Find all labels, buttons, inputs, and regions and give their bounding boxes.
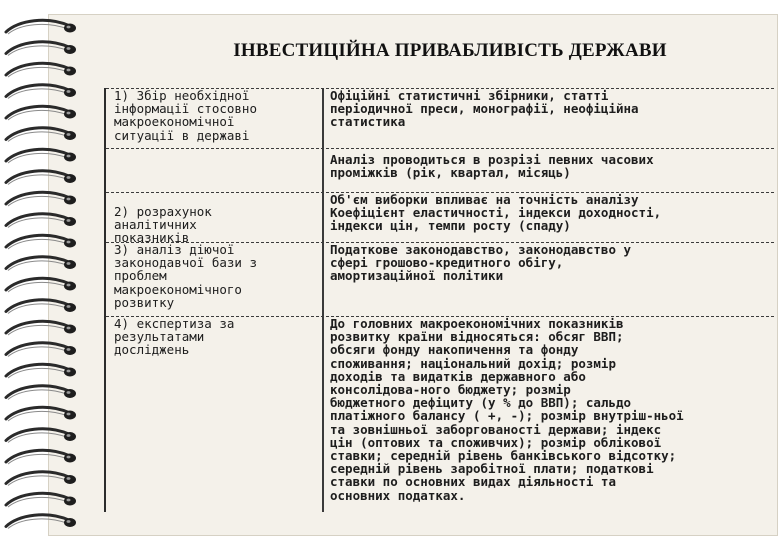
spiral-ring [6,171,76,185]
spiral-binding [0,0,90,540]
spiral-ring [6,278,76,292]
spiral-ring [6,257,76,271]
page-title: ІНВЕСТИЦІЙНА ПРИВАБЛИВІСТЬ ДЕРЖАВИ [233,40,667,61]
spiral-ring [6,321,76,335]
spiral-ring [6,20,76,34]
step-cell: 2) розрахунок аналітичних показників [114,204,212,246]
spiral-ring [6,472,76,486]
step-cell: 1) Збір необхідної інформації стосовно макроекономічної ситуації в державі [114,88,257,143]
description-cell: Об'єм виборки впливає на точність аналізу Коефіцієнт еластичності, індекси доходності, індекси цін, темпи росту (спаду) [330,192,662,234]
description-cell: До головних макроекономічних показників розвитку країни відносяться: обсяг ВВП; обсяги фонду накопичення та фонду споживання; національний дохід; розмір доходів та видатків державного або консолідова-ного бюджету; розмір бюджетного дефіциту (у % до ВВП); сальдо платіжного балансу ( +, -); розмір внутріш-ньої та зовнішньої заборгованості держави; індекс цін (оптових та споживчих); розмір облікової ставки; середній рівень банківського відсотку; середній рівень заробітної плати; податкові ставки по основних видах діяльності та основних податках. [330,316,684,503]
table-row [106,148,774,195]
table-row [106,242,774,315]
spiral-ring [6,343,76,357]
spiral-ring [6,42,76,56]
spiral-ring [6,386,76,400]
spiral-ring [6,214,76,228]
spiral-ring [6,450,76,464]
spiral-ring [6,63,76,77]
process-table [104,88,774,512]
spiral-ring [6,364,76,378]
spiral-ring [6,128,76,142]
description-cell: Податкове законодавство, законодавство у сфері грошово-кредитного обігу, амортизаційної політики [330,242,632,284]
spiral-ring [6,429,76,443]
spiral-ring [6,407,76,421]
table-row [106,88,774,149]
spiral-ring [6,192,76,206]
spiral-ring [6,235,76,249]
spiral-ring [6,106,76,120]
spiral-ring [6,300,76,314]
table-row [106,316,774,513]
spiral-ring [6,493,76,507]
spiral-ring [6,85,76,99]
spiral-ring [6,515,76,529]
table-row [106,192,774,246]
step-cell: 3) аналіз діючої законодавчої бази з проблем макроекономічного розвитку [114,242,257,310]
step-cell: 4) експертиза за результатами досліджень [114,316,235,358]
description-cell: Офіційні статистичні збірники, статті періодичної преси, монографії, неофіційна статистика [330,88,639,130]
spiral-ring [6,149,76,163]
description-cell: Аналіз проводиться в розрізі певних часових проміжків (рік, квартал, місяць) [330,152,654,181]
